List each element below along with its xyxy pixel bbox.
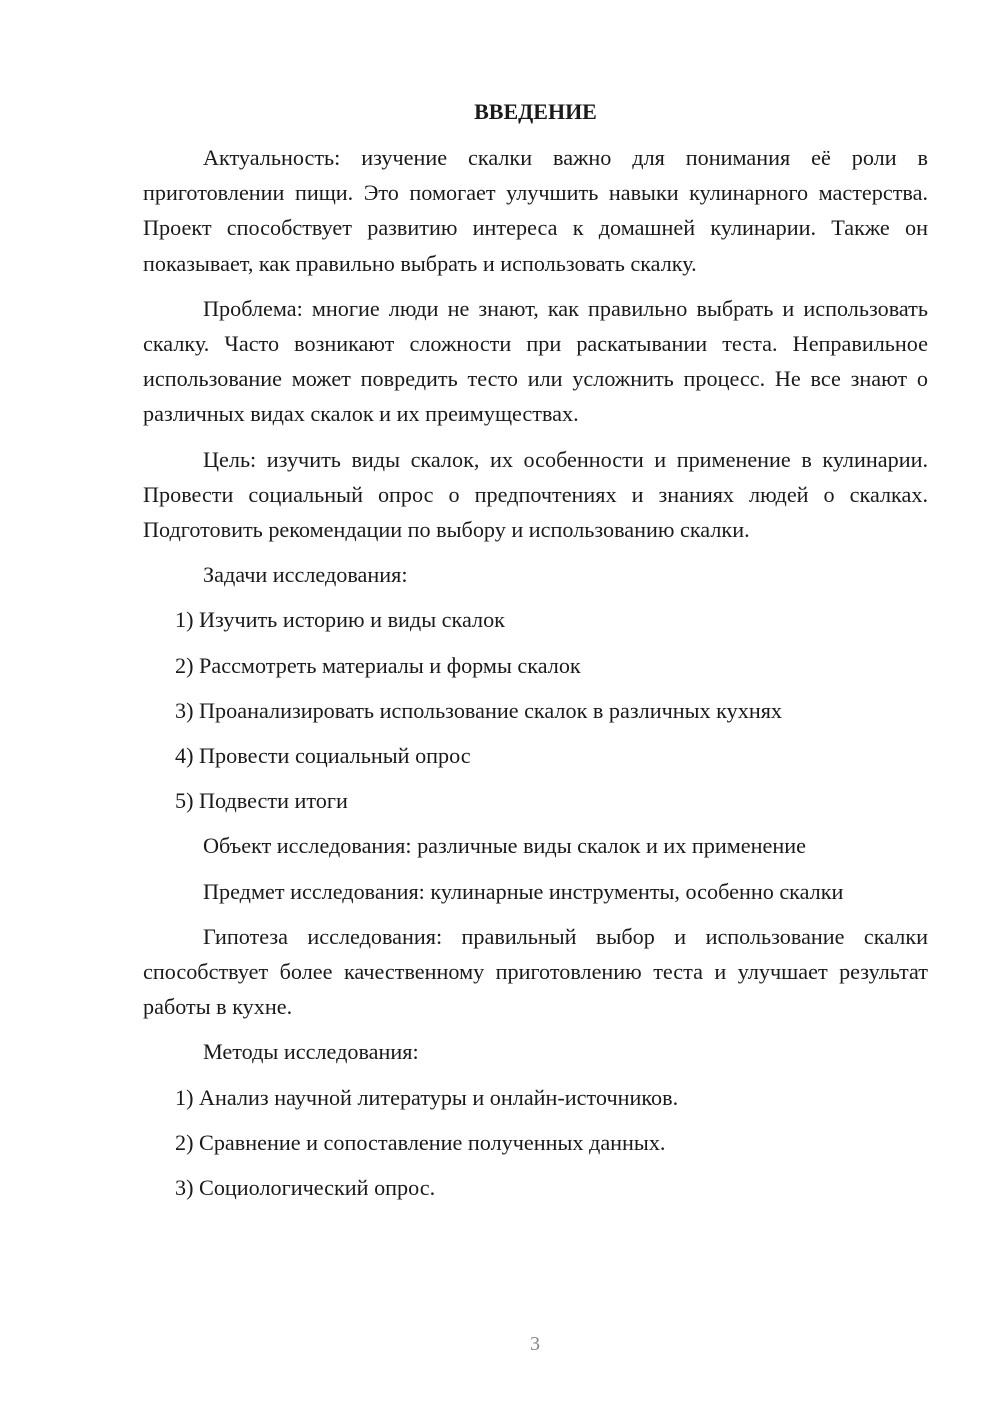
page-number: 3 — [530, 1333, 540, 1355]
list-item: 2) Рассмотреть материалы и формы скалок — [175, 652, 581, 678]
tasks-heading: Задачи исследования: — [203, 562, 408, 588]
page-title: ВВЕДЕНИЕ — [474, 99, 597, 124]
methods-list — [143, 1080, 928, 1206]
research-subject: Предмет исследования: кулинарные инструменты, особенно скалки — [203, 878, 844, 904]
list-item: 2) Сравнение и сопоставление полученных данных. — [175, 1129, 666, 1155]
list-item: 1) Анализ научной литературы и онлайн-источников. — [175, 1084, 679, 1110]
document-page — [143, 96, 928, 1205]
paragraph-goal: Цель: изучить виды скалок, их особенности и применение в кулинарии. Провести социальный опрос о предпочтениях и знаниях людей о скалках. Подготовить рекомендации по выбору и использованию скалки. — [143, 446, 928, 543]
paragraph-hypothesis: Гипотеза исследования: правильный выбор и использование скалки способствует более качественному приготовлению теста и улучшает результат работы в кухне. — [143, 923, 928, 1020]
list-item: 5) Подвести итоги — [175, 788, 348, 814]
research-object: Объект исследования: различные виды скалок и их применение — [203, 833, 806, 859]
list-item: 4) Провести социальный опрос — [175, 743, 471, 769]
list-item: 3) Социологический опрос. — [175, 1175, 436, 1201]
list-item: 3) Проанализировать использование скалок в различных кухнях — [175, 697, 782, 723]
methods-heading: Методы исследования: — [203, 1039, 419, 1065]
paragraph-problem: Проблема: многие люди не знают, как правильно выбрать и использовать скалку. Часто возникают сложности при раскатывании теста. Неправильное использование может повредить тесто или усложнить процесс. Не все знают о различных видах скалок и их преимуществах. — [143, 295, 928, 427]
list-item: 1) Изучить историю и виды скалок — [175, 607, 505, 633]
paragraph-relevance: Актуальность: изучение скалки важно для понимания её роли в приготовлении пищи. Это помогает улучшить навыки кулинарного мастерства. Проект способствует развитию интереса к домашней кулинарии. Также он показывает, как правильно выбрать и использовать скалку. — [143, 145, 928, 276]
tasks-list — [143, 602, 928, 818]
